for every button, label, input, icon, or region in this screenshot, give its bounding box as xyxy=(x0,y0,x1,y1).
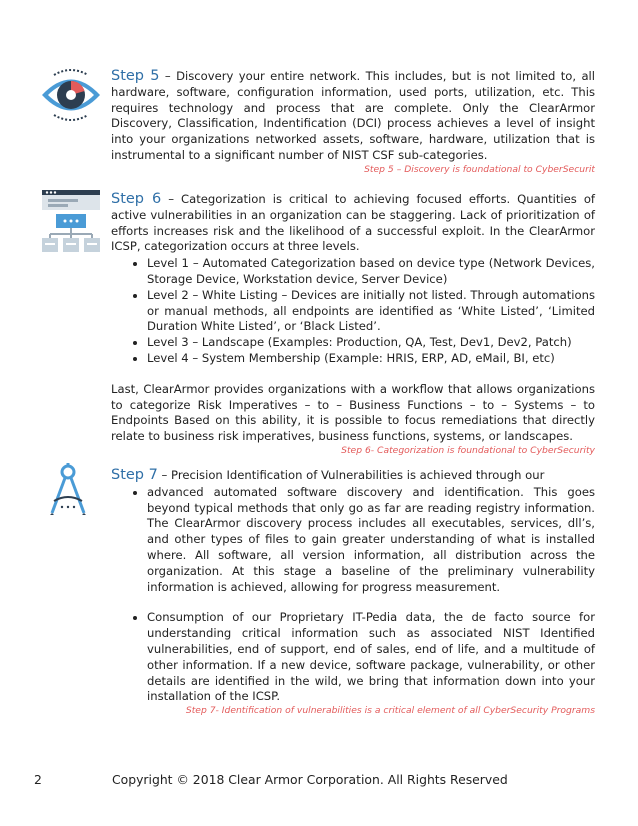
list-item: • Level 2 – White Listing – Devices are initially not listed. Through automations or manual methods, all endpoints are identified as ‘White Listed’, ‘Limited Duration White Listed’, or ‘Black Listed’. xyxy=(147,288,595,335)
list-item: • Level 3 – Landscape (Examples: Production, QA, Test, Dev1, Dev2, Patch) xyxy=(147,335,595,351)
step7-text: – Precision Identification of Vulnerabilities is achieved through our xyxy=(157,468,545,482)
list-item: • Level 1 – Automated Categorization based on device type (Network Devices, Storage Device, Workstation device, Server Device) xyxy=(147,256,595,288)
drafting-compass-icon xyxy=(46,463,90,523)
step6-level-list xyxy=(111,256,595,367)
step7-heading: Step 7 xyxy=(111,467,158,483)
sitemap-icon xyxy=(40,188,102,260)
list-item: • Level 4 – System Membership (Example: HRIS, ERP, AD, eMail, BI, etc) xyxy=(147,351,595,367)
copyright-notice: Copyright © 2018 Clear Armor Corporation. All Rights Reserved xyxy=(112,772,508,787)
step5-caption: Step 5 – Discovery is foundational to CyberSecurit xyxy=(364,163,595,175)
step6-caption: Step 6- Categorization is foundational to CyberSecurity xyxy=(341,444,595,456)
step7-section xyxy=(111,468,595,717)
list-item: • Consumption of our Proprietary IT-Pedia data, the de facto source for understanding critical information such as associated NIST Identified vulnerabilities, end of support, end of sales, end of life, and a multitude of other information. If a new device, software package, vulnerability, or other details are identified in the wild, we bring that information down into your installation of the ICSP. xyxy=(147,610,595,705)
step7-paragraph xyxy=(111,468,595,484)
step5-paragraph xyxy=(111,69,595,164)
list-item: • advanced automated software discovery and identification. This goes beyond typical methods that only go as far are reading registry information. The ClearArmor discovery process includes all executables, services, dll’s, and other types of files to gain greater understanding of what is installed where. All software, all version information, all distribution across the organization. At this stage a baseline of the preliminary vulnerability information is achieved, allowing for progress measurement. xyxy=(147,485,595,596)
step7-caption: Step 7- Identification of vulnerabilities is a critical element of all CyberSecurity Programs xyxy=(185,705,595,717)
eye-icon xyxy=(40,66,102,128)
step6-section xyxy=(111,192,595,457)
step6-paragraph xyxy=(111,192,595,255)
step5-section xyxy=(111,69,595,176)
step7-method-list xyxy=(111,485,595,705)
step6-closing-paragraph: Last, ClearArmor provides organizations with a workflow that allows organizations to categorize Risk Imperatives – to – Business Functions – to – Systems – to Endpoints Based on this ability, it is possible to focus remediations that directly relate to business risk imperatives, business functions, systems, or landscapes. xyxy=(111,381,595,444)
step6-text: – Categorization is critical to achieving focused efforts. Quantities of active vulnerabilities in an organization can be staggering. Lack of prioritization of efforts increases risk and the likelihood of a successful exploit. In the ClearArmor ICSP, categorization occurs at three levels. xyxy=(111,192,595,254)
step5-heading: Step 5 xyxy=(111,68,160,84)
page-number: 2 xyxy=(34,772,42,787)
step5-text: – Discovery your entire network. This includes, but is not limited to, all hardware, software, configuration information, used ports, utilization, etc. This requires technology and process that are complete. Only the ClearArmor Discovery, Classification, Indentification (DCI) process achieves a level of insight into your organizations networked assets, software, hardware, utilization that is instrumental to a significant number of NIST CSF sub-categories. xyxy=(111,69,595,162)
step6-heading: Step 6 xyxy=(111,191,162,207)
